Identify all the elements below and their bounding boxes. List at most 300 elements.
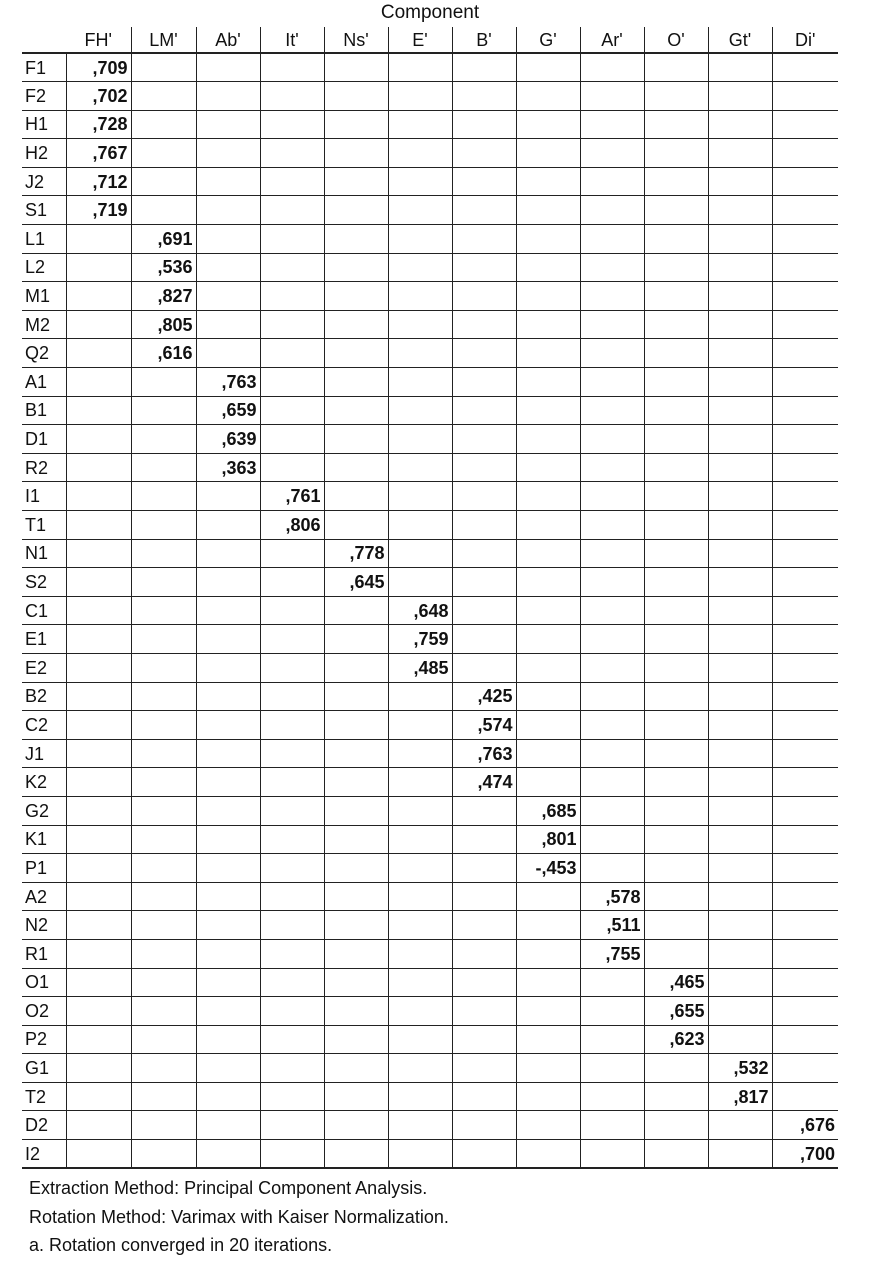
empty-cell [66,1140,131,1169]
empty-cell [131,796,196,825]
empty-cell [131,453,196,482]
empty-cell [388,425,452,454]
empty-cell [452,253,516,282]
empty-cell [260,825,324,854]
empty-cell [580,1111,644,1140]
empty-cell [772,310,838,339]
empty-cell [196,825,260,854]
empty-cell [324,596,388,625]
empty-cell [196,625,260,654]
table-row [22,482,838,511]
empty-cell [324,139,388,168]
column-header: Gt' [708,27,772,53]
empty-cell [196,1082,260,1111]
empty-cell [644,253,708,282]
table-row [22,310,838,339]
empty-cell [516,196,580,225]
loading-value: ,806 [260,511,324,540]
empty-cell [708,196,772,225]
empty-cell [644,1082,708,1111]
empty-cell [516,882,580,911]
empty-cell [324,53,388,82]
empty-cell [131,539,196,568]
empty-cell [644,282,708,311]
empty-cell [580,225,644,254]
empty-cell [196,768,260,797]
row-label: G2 [22,796,66,825]
row-label: F2 [22,82,66,111]
empty-cell [260,682,324,711]
empty-cell [388,396,452,425]
empty-cell [131,482,196,511]
empty-cell [324,453,388,482]
row-label: J1 [22,739,66,768]
empty-cell [708,110,772,139]
empty-cell [388,225,452,254]
table-row [22,396,838,425]
empty-cell [644,368,708,397]
empty-cell [516,225,580,254]
empty-cell [324,625,388,654]
empty-cell [66,711,131,740]
empty-cell [644,711,708,740]
column-header: G' [516,27,580,53]
empty-cell [324,196,388,225]
empty-cell [196,1025,260,1054]
empty-cell [580,796,644,825]
empty-cell [324,225,388,254]
empty-cell [580,968,644,997]
empty-cell [452,368,516,397]
row-label: B2 [22,682,66,711]
row-label: B1 [22,396,66,425]
empty-cell [131,682,196,711]
empty-cell [66,310,131,339]
empty-cell [644,82,708,111]
empty-cell [516,310,580,339]
empty-cell [708,682,772,711]
empty-cell [324,1054,388,1083]
empty-cell [708,253,772,282]
row-label: F1 [22,53,66,82]
empty-cell [772,396,838,425]
empty-cell [452,167,516,196]
empty-cell [196,997,260,1026]
empty-cell [516,568,580,597]
empty-cell [644,310,708,339]
empty-cell [66,368,131,397]
table-row [22,110,838,139]
empty-cell [452,139,516,168]
empty-cell [260,1025,324,1054]
table-row [22,339,838,368]
row-label: H2 [22,139,66,168]
empty-cell [580,339,644,368]
row-label: I1 [22,482,66,511]
empty-cell [131,911,196,940]
empty-cell [324,1082,388,1111]
empty-cell [452,997,516,1026]
empty-cell [644,682,708,711]
loading-value: ,691 [131,225,196,254]
empty-cell [388,1111,452,1140]
empty-cell [324,110,388,139]
empty-cell [708,997,772,1026]
empty-cell [260,739,324,768]
empty-cell [66,225,131,254]
empty-cell [388,482,452,511]
empty-cell [388,568,452,597]
empty-cell [260,911,324,940]
empty-cell [131,653,196,682]
empty-cell [580,739,644,768]
empty-cell [580,539,644,568]
loading-value: ,425 [452,682,516,711]
empty-cell [452,53,516,82]
empty-cell [644,653,708,682]
loading-value: ,719 [66,196,131,225]
empty-cell [260,539,324,568]
empty-cell [580,596,644,625]
empty-cell [196,110,260,139]
empty-cell [516,968,580,997]
empty-cell [580,425,644,454]
empty-cell [260,339,324,368]
loading-value: ,728 [66,110,131,139]
empty-cell [708,339,772,368]
empty-cell [260,196,324,225]
empty-cell [708,768,772,797]
empty-cell [260,568,324,597]
empty-cell [772,282,838,311]
loading-value: ,700 [772,1140,838,1169]
empty-cell [516,768,580,797]
empty-cell [131,1140,196,1169]
empty-cell [708,968,772,997]
row-label: A2 [22,882,66,911]
row-label: N1 [22,539,66,568]
empty-cell [324,82,388,111]
table-row [22,768,838,797]
empty-cell [772,1054,838,1083]
empty-cell [388,368,452,397]
table-row [22,539,838,568]
empty-cell [260,225,324,254]
empty-cell [131,768,196,797]
empty-cell [452,1082,516,1111]
empty-cell [388,282,452,311]
empty-cell [324,482,388,511]
empty-cell [260,1140,324,1169]
empty-cell [324,425,388,454]
empty-cell [131,53,196,82]
empty-cell [708,825,772,854]
empty-cell [324,253,388,282]
empty-cell [452,596,516,625]
empty-cell [644,568,708,597]
empty-cell [580,625,644,654]
empty-cell [708,854,772,883]
column-header: LM' [131,27,196,53]
empty-cell [772,568,838,597]
component-header: Component [380,2,480,23]
empty-cell [708,425,772,454]
empty-cell [131,739,196,768]
row-label: O2 [22,997,66,1026]
row-label: T2 [22,1082,66,1111]
empty-cell [324,1025,388,1054]
empty-cell [196,1111,260,1140]
row-label: N2 [22,911,66,940]
row-label: M2 [22,310,66,339]
empty-cell [66,596,131,625]
empty-cell [131,939,196,968]
empty-cell [452,482,516,511]
empty-cell [66,939,131,968]
empty-cell [66,768,131,797]
empty-cell [131,1111,196,1140]
empty-cell [580,53,644,82]
empty-cell [324,739,388,768]
empty-cell [516,139,580,168]
empty-cell [196,854,260,883]
table-row [22,882,838,911]
empty-cell [580,453,644,482]
loading-value: ,639 [196,425,260,454]
table-row [22,139,838,168]
empty-cell [516,1111,580,1140]
empty-cell [772,796,838,825]
row-label: O1 [22,968,66,997]
empty-cell [388,997,452,1026]
row-label: C2 [22,711,66,740]
empty-cell [452,1140,516,1169]
empty-cell [452,453,516,482]
empty-cell [260,396,324,425]
empty-cell [196,339,260,368]
empty-cell [324,911,388,940]
empty-cell [452,796,516,825]
empty-cell [131,825,196,854]
empty-cell [644,339,708,368]
empty-cell [324,854,388,883]
table-row [22,939,838,968]
empty-cell [131,625,196,654]
empty-cell [324,825,388,854]
loading-value: ,755 [580,939,644,968]
empty-cell [452,539,516,568]
empty-cell [66,825,131,854]
empty-cell [66,253,131,282]
empty-cell [516,1025,580,1054]
empty-cell [196,539,260,568]
empty-cell [644,1111,708,1140]
empty-cell [708,282,772,311]
empty-cell [131,1025,196,1054]
empty-cell [772,82,838,111]
empty-cell [708,368,772,397]
table-row [22,796,838,825]
empty-cell [644,796,708,825]
loading-value: ,574 [452,711,516,740]
empty-cell [644,511,708,540]
empty-cell [644,854,708,883]
empty-cell [196,1140,260,1169]
empty-cell [772,882,838,911]
empty-cell [196,682,260,711]
empty-cell [131,854,196,883]
empty-cell [452,1025,516,1054]
row-label: L2 [22,253,66,282]
empty-cell [260,368,324,397]
loading-value: ,805 [131,310,196,339]
empty-cell [388,1082,452,1111]
table-row [22,82,838,111]
empty-cell [452,1054,516,1083]
row-label: R1 [22,939,66,968]
empty-cell [772,997,838,1026]
empty-cell [580,711,644,740]
row-label: E1 [22,625,66,654]
table-notes [29,1174,449,1260]
empty-cell [66,968,131,997]
empty-cell [452,825,516,854]
empty-cell [644,196,708,225]
table-row [22,368,838,397]
empty-cell [196,653,260,682]
empty-cell [131,368,196,397]
empty-cell [452,396,516,425]
empty-cell [708,82,772,111]
empty-cell [388,1054,452,1083]
row-label: Q2 [22,339,66,368]
empty-cell [452,625,516,654]
row-label: L1 [22,225,66,254]
empty-cell [66,739,131,768]
empty-cell [772,825,838,854]
empty-cell [66,653,131,682]
empty-cell [644,225,708,254]
table-row [22,968,838,997]
loading-value: ,532 [708,1054,772,1083]
empty-cell [131,568,196,597]
empty-cell [708,796,772,825]
empty-cell [131,139,196,168]
empty-cell [708,167,772,196]
empty-cell [260,282,324,311]
empty-cell [131,82,196,111]
empty-cell [131,167,196,196]
empty-cell [66,282,131,311]
empty-cell [260,1082,324,1111]
empty-cell [196,882,260,911]
extraction-method-note: Extraction Method: Principal Component Analysis. [29,1178,428,1198]
empty-cell [260,796,324,825]
empty-cell [644,139,708,168]
empty-cell [516,511,580,540]
rotation-converged-note: a. Rotation converged in 20 iterations. [29,1235,333,1255]
loading-value: ,485 [388,653,452,682]
empty-cell [708,625,772,654]
empty-cell [324,768,388,797]
empty-cell [388,110,452,139]
empty-cell [66,539,131,568]
loading-value: ,759 [388,625,452,654]
empty-cell [196,482,260,511]
empty-cell [388,339,452,368]
row-label: D1 [22,425,66,454]
empty-cell [260,53,324,82]
empty-cell [324,1111,388,1140]
table-row [22,196,838,225]
empty-cell [708,1025,772,1054]
empty-cell [452,425,516,454]
empty-cell [580,396,644,425]
empty-cell [772,1082,838,1111]
loading-value: -,453 [516,854,580,883]
loading-value: ,817 [708,1082,772,1111]
empty-cell [66,453,131,482]
empty-cell [324,1140,388,1169]
empty-cell [388,253,452,282]
loading-value: ,474 [452,768,516,797]
loading-value: ,465 [644,968,708,997]
empty-cell [388,825,452,854]
table-row [22,711,838,740]
table-row [22,596,838,625]
loading-value: ,702 [66,82,131,111]
row-label: T1 [22,511,66,540]
empty-cell [516,282,580,311]
table-row [22,1082,838,1111]
empty-cell [388,167,452,196]
empty-cell [772,1025,838,1054]
empty-cell [131,882,196,911]
empty-cell [452,939,516,968]
empty-cell [516,368,580,397]
empty-cell [388,539,452,568]
empty-cell [388,53,452,82]
empty-cell [516,653,580,682]
row-label: C1 [22,596,66,625]
empty-cell [452,82,516,111]
empty-cell [772,682,838,711]
empty-cell [196,596,260,625]
empty-cell [772,968,838,997]
empty-cell [388,196,452,225]
empty-cell [388,453,452,482]
matrix-body [22,53,838,1168]
empty-cell [452,310,516,339]
table-row [22,453,838,482]
empty-cell [196,968,260,997]
empty-cell [196,1054,260,1083]
empty-cell [260,1111,324,1140]
empty-cell [644,825,708,854]
empty-cell [580,511,644,540]
empty-cell [708,596,772,625]
loading-value: ,763 [452,739,516,768]
empty-cell [131,1082,196,1111]
column-header: Ar' [580,27,644,53]
loading-value: ,578 [580,882,644,911]
empty-cell [324,167,388,196]
empty-cell [260,82,324,111]
empty-cell [452,968,516,997]
empty-cell [388,139,452,168]
column-header: B' [452,27,516,53]
empty-cell [388,768,452,797]
